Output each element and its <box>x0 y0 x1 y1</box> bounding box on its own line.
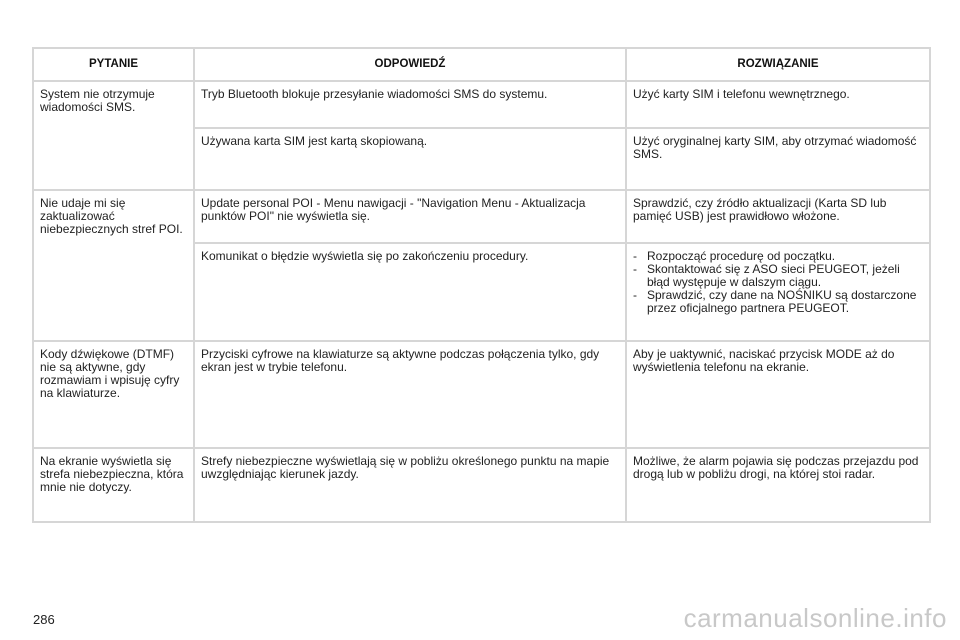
question-cell: Na ekranie wyświetla się strefa niebezpieczna, która mnie nie dotyczy. <box>33 448 194 522</box>
header-answer: ODPOWIEDŹ <box>194 48 626 81</box>
watermark: carmanualsonline.info <box>683 603 947 633</box>
solution-cell <box>626 243 930 341</box>
page-number: 286 <box>33 612 55 627</box>
question-cell: Nie udaje mi się zaktualizować niebezpiecznych stref POI. <box>33 190 194 341</box>
table-row <box>33 190 930 243</box>
table-header-row <box>33 48 930 81</box>
solution-cell: Użyć karty SIM i telefonu wewnętrznego. <box>626 81 930 128</box>
solution-cell: Sprawdzić, czy źródło aktualizacji (Karta SD lub pamięć USB) jest prawidłowo włożone. <box>626 190 930 243</box>
solution-cell: Aby je uaktywnić, naciskać przycisk MODE aż do wyświetlenia telefonu na ekranie. <box>626 341 930 448</box>
answer-cell: Update personal POI - Menu nawigacji - "Navigation Menu - Aktualizacja punktów POI" nie wyświetla się. <box>194 190 626 243</box>
table-row <box>33 81 930 128</box>
solution-list <box>633 250 923 315</box>
answer-cell: Przyciski cyfrowe na klawiaturze są aktywne podczas połączenia tylko, gdy ekran jest w trybie telefonu. <box>194 341 626 448</box>
answer-cell: Tryb Bluetooth blokuje przesyłanie wiadomości SMS do systemu. <box>194 81 626 128</box>
troubleshooting-table <box>32 47 931 523</box>
solution-cell: Możliwe, że alarm pojawia się podczas przejazdu pod drogą lub w pobliżu drogi, na której stoi radar. <box>626 448 930 522</box>
header-question: PYTANIE <box>33 48 194 81</box>
answer-cell: Strefy niebezpieczne wyświetlają się w pobliżu określonego punktu na mapie uwzględniając kierunek jazdy. <box>194 448 626 522</box>
solution-cell: Użyć oryginalnej karty SIM, aby otrzymać wiadomość SMS. <box>626 128 930 190</box>
question-cell: Kody dźwiękowe (DTMF) nie są aktywne, gdy rozmawiam i wpisuję cyfry na klawiaturze. <box>33 341 194 448</box>
answer-cell: Komunikat o błędzie wyświetla się po zakończeniu procedury. <box>194 243 626 341</box>
list-item: - Rozpocząć procedurę od początku. <box>633 250 923 263</box>
table-row <box>33 448 930 522</box>
list-item: - Sprawdzić, czy dane na NOŚNIKU są dostarczone przez oficjalnego partnera PEUGEOT. <box>633 289 923 315</box>
header-solution: ROZWIĄZANIE <box>626 48 930 81</box>
answer-cell: Używana karta SIM jest kartą skopiowaną. <box>194 128 626 190</box>
table-row <box>33 341 930 448</box>
question-cell: System nie otrzymuje wiadomości SMS. <box>33 81 194 190</box>
list-item: - Skontaktować się z ASO sieci PEUGEOT, jeżeli błąd występuje w dalszym ciągu. <box>633 263 923 289</box>
